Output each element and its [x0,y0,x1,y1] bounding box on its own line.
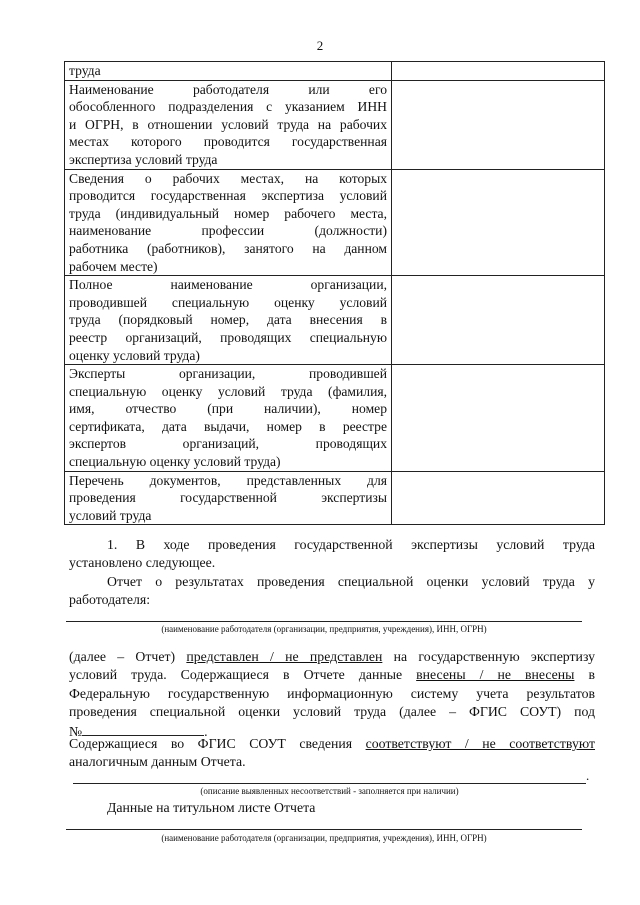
row-label-line: специальную оценку условий труда (фамилия, [69,383,387,399]
paragraph-report-status [69,648,595,741]
status-line-2: условий труда. Содержащиеся в Отчете данные внесены / не внесены в [69,667,595,683]
row-label-line: экспертов организаций, проводящих [69,436,387,452]
row-label-line: условий труда [69,507,152,523]
table-row [65,62,605,81]
row-label-line: имя, отчество (при наличии), номер [69,401,387,417]
employer-name-caption: (наименование работодателя (организации, предприятия, учреждения), ИНН, ОГРН) [161,624,487,634]
row-label-line: труда (порядковый номер, дата внесения в [69,312,387,328]
row-label-line: проводится государственная экспертиза условий [69,188,387,204]
row-value-cell[interactable] [392,276,605,365]
row-label-line: местах которого проводится государственная [69,134,387,150]
status-line-4: проведения специальной оценки условий труда (далее – ФГИС СОУТ) под [69,704,595,720]
row-label-line: реестр организаций, проводящих специальную [69,329,387,345]
row-label-line: специальную оценку условий труда) [69,454,281,470]
compliance-option[interactable]: соответствуют / не соответствуют [365,736,596,751]
row-label-line: труда [69,63,101,78]
row-label-line: Перечень документов, представленных для [69,472,387,488]
page-number: 2 [316,38,324,53]
status-line-5: № . [69,723,208,739]
row-value-cell[interactable] [392,365,605,472]
row-label-line: Эксперты организации, проводившей [69,366,387,382]
row-value-cell[interactable] [392,62,605,81]
row-label-line: работника (работников), занятого на данном [69,240,387,256]
table-row [65,169,605,276]
row-value-cell[interactable] [392,80,605,169]
table-row [65,365,605,472]
row-label [65,169,392,276]
title-page-employer-caption: (наименование работодателя (организации, предприятия, учреждения), ИНН, ОГРН) [161,833,487,843]
discrepancies-line[interactable] [73,783,586,784]
table-row [65,80,605,169]
row-value-cell[interactable] [392,169,605,276]
title-page-employer-line[interactable] [66,829,582,830]
compliance-line-1: Содержащиеся во ФГИС СОУТ сведения соответствуют / не соответствуют [69,736,596,751]
submitted-option[interactable]: представлен / не представлен [186,649,383,664]
row-label [65,365,392,472]
row-label [65,471,392,525]
table-row [65,276,605,365]
row-label-line: Сведения о рабочих местах, на которых [69,170,387,186]
table-row [65,471,605,525]
row-label-line: проведения государственной экспертизы [69,490,387,506]
row-label [65,80,392,169]
discrepancies-line-end: . [586,768,590,783]
findings-line-2: установлено следующее. [69,555,216,571]
row-label-line: Наименование работодателя или его [69,81,387,97]
row-label-line: обособленного подразделения с указанием ИНН [69,99,387,115]
row-label-line: и ОГРН, в отношении условий труда на рабочих [69,116,387,132]
row-label-line: труда (индивидуальный номер рабочего места, [69,205,387,221]
row-label-line: рабочем месте) [69,258,158,274]
employer-name-line[interactable] [66,621,582,622]
title-page-data-label: Данные на титульном листе Отчета [107,800,316,815]
row-label-line: наименование профессии (должности) [69,223,387,239]
fgis-number-field[interactable] [82,722,204,736]
discrepancies-caption: (описание выявленных несоответствий - заполняется при наличии) [200,786,459,796]
row-value-cell[interactable] [392,471,605,525]
status-line-3: Федеральную государственную информационную систему учета результатов [69,685,595,701]
paragraph-compliance [69,735,595,772]
entered-option[interactable]: внесены / не внесены [416,667,575,683]
row-label-line: сертификата, дата выдачи, номер в реестре [69,418,387,434]
info-table [64,61,605,525]
row-label-line: оценку условий труда) [69,347,200,363]
status-line-1: (далее – Отчет) представлен / не представлен на государственную экспертизу [69,649,595,664]
paragraph-report [69,573,595,610]
report-line-1: Отчет о результатах проведения специальной оценки условий труда у [107,574,595,589]
row-label [65,62,392,81]
compliance-line-2: аналогичным данным Отчета. [69,754,246,770]
row-label-line: Полное наименование организации, [69,277,387,293]
paragraph-findings [69,536,595,573]
row-label [65,276,392,365]
findings-line-1: 1. В ходе проведения государственной экспертизы условий труда [107,537,595,552]
row-label-line: проводившей специальную оценку условий [69,294,387,310]
report-line-2: работодателя: [69,592,151,608]
row-label-line: экспертиза условий труда [69,151,218,167]
